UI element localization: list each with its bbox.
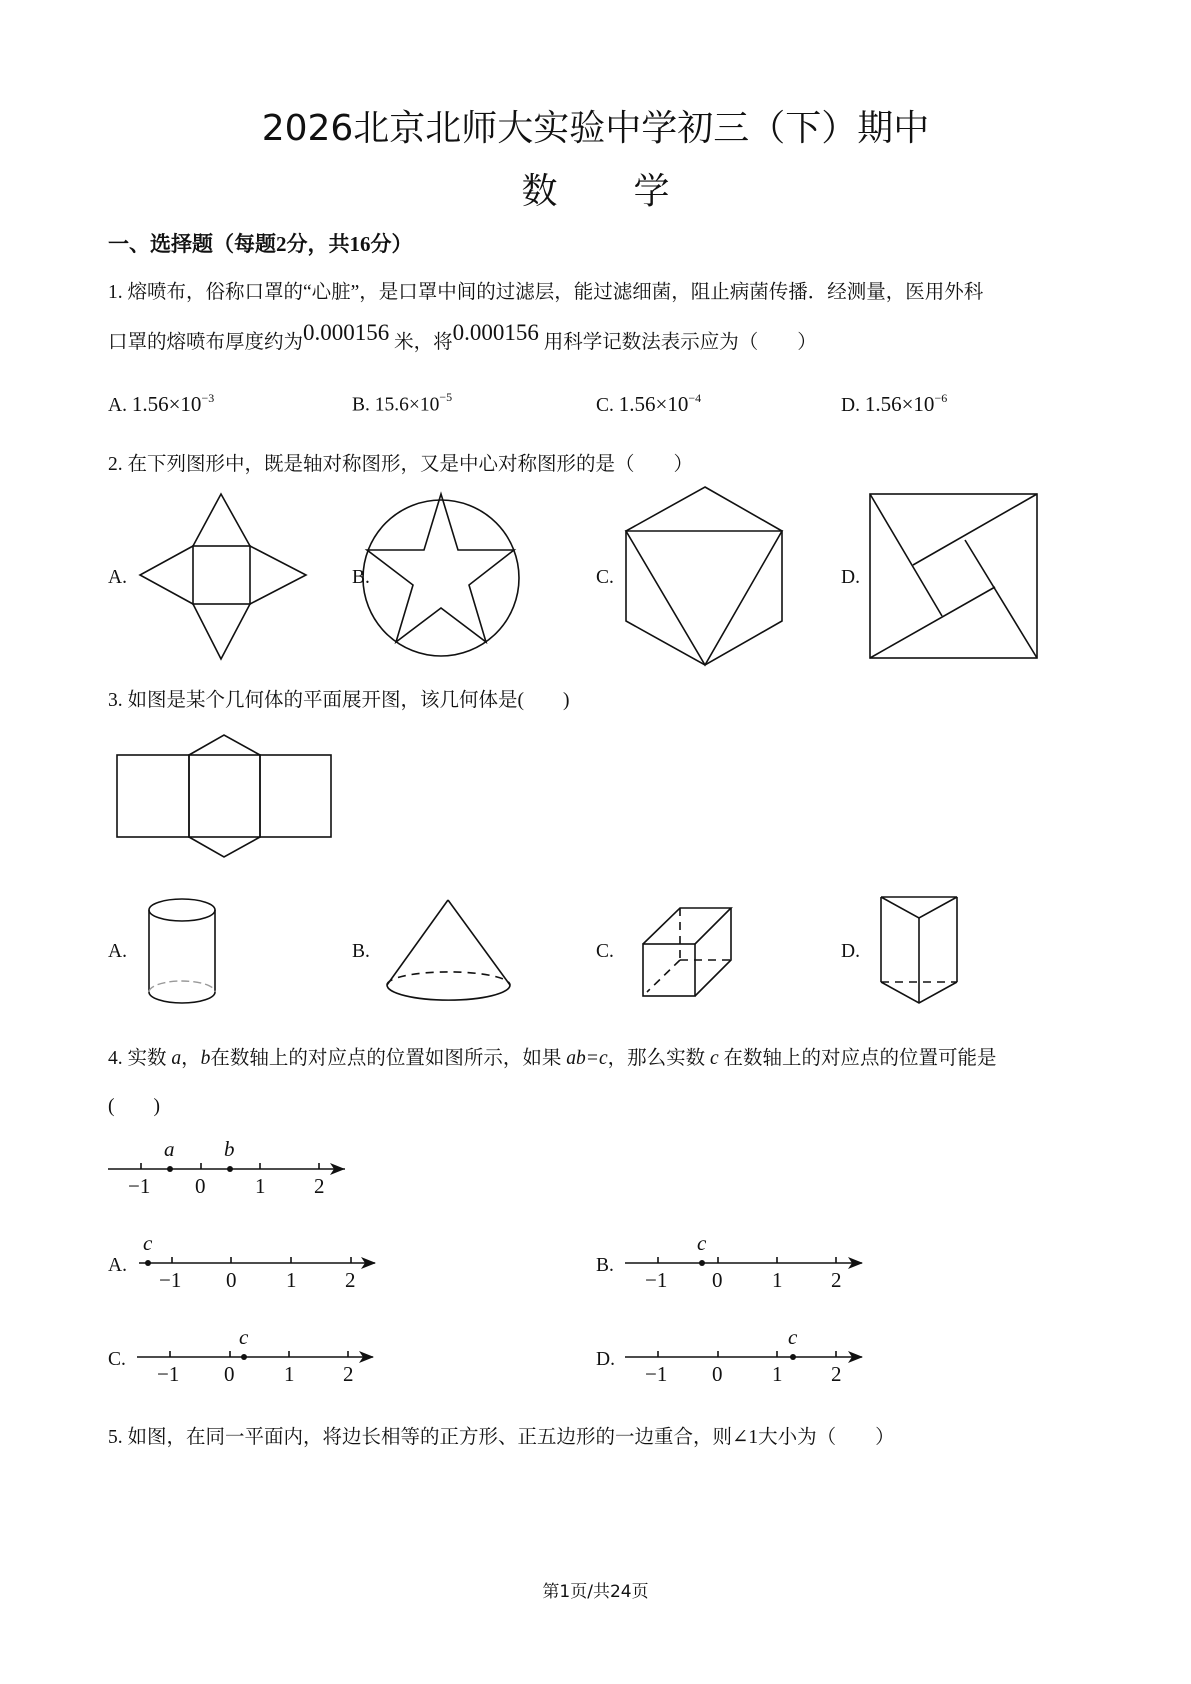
svg-text:−1: −1 (128, 1174, 151, 1198)
svg-text:1: 1 (284, 1362, 295, 1386)
svg-text:2: 2 (831, 1268, 842, 1292)
q2-option-d-label[interactable]: D. (841, 567, 860, 588)
svg-text:0: 0 (226, 1268, 237, 1292)
value-number: 0.000156 (303, 320, 390, 345)
exponent: −3 (201, 390, 215, 405)
question-2-number: 2. (108, 454, 123, 475)
mantissa: 15.6 (374, 394, 409, 416)
q4-text-mid: 在数轴上的对应点的位置如图所示，如果 (210, 1048, 562, 1069)
question-2-text: 在下列图形中，既是轴对称图形，又是中心对称图形的是（ ） (127, 454, 694, 475)
svg-text:1: 1 (255, 1174, 266, 1198)
q4-option-a-label[interactable]: A. (108, 1255, 127, 1276)
svg-text:2: 2 (314, 1174, 325, 1198)
q2-option-b-label[interactable]: B. (352, 567, 370, 588)
option-label: B. (352, 394, 370, 416)
q3-option-c-label[interactable]: C. (596, 941, 614, 962)
angle-symbol: ∠1 (732, 1427, 759, 1448)
times-ten: ×10 (408, 394, 440, 416)
point-b-label: b (224, 1137, 235, 1161)
question-1-text-c: 用科学记数法表示应为（ ） (543, 332, 817, 353)
subject-char-2: 学 (633, 171, 670, 212)
svg-text:2: 2 (345, 1268, 356, 1292)
svg-text:0: 0 (712, 1362, 723, 1386)
svg-text:0: 0 (712, 1268, 723, 1292)
question-4-number: 4. (108, 1048, 123, 1069)
times-ten: ×10 (655, 392, 689, 416)
exponent: −6 (934, 390, 948, 405)
svg-text:1: 1 (772, 1268, 783, 1292)
question-3-text: 如图是某个几何体的平面展开图，该几何体是( ) (127, 690, 570, 711)
q2-option-a-label[interactable]: A. (108, 567, 127, 588)
option-label: D. (841, 395, 860, 416)
exponent: −5 (439, 390, 453, 404)
q4-text-mid2: ，那么实数 (607, 1048, 706, 1069)
point-a-label: a (164, 1137, 175, 1161)
q2-option-c-label[interactable]: C. (596, 567, 614, 588)
exam-title: 2026北京北师大实验中学初三（下）期中 (261, 108, 930, 149)
svg-text:1: 1 (772, 1362, 783, 1386)
svg-text:1: 1 (286, 1268, 297, 1292)
svg-text:c: c (239, 1325, 249, 1349)
q4-option-c-label[interactable]: C. (108, 1349, 126, 1370)
q3-option-d-label[interactable]: D. (841, 941, 860, 962)
mantissa: 1.56 (131, 392, 169, 416)
times-ten: ×10 (168, 392, 202, 416)
question-1-text-a: 口罩的熔喷布厚度约为 (108, 332, 304, 353)
question-4-paren: ( ) (108, 1096, 160, 1117)
page-number: 第1页/共24页 (542, 1582, 649, 1602)
svg-text:−1: −1 (645, 1362, 668, 1386)
subject-char-1: 数 (521, 171, 558, 212)
svg-text:−1: −1 (157, 1362, 180, 1386)
question-5-number: 5. (108, 1427, 123, 1448)
q4-text-post: 在数轴上的对应点的位置可能是 (723, 1048, 997, 1069)
question-5-text-b: 大小为（ ） (758, 1427, 895, 1448)
question-1-text-b: 米，将 (394, 332, 453, 353)
var-c: c (710, 1048, 719, 1069)
value-number: 0.000156 (452, 320, 539, 345)
exponent: −4 (688, 390, 702, 405)
svg-text:c: c (788, 1325, 798, 1349)
svg-text:−1: −1 (645, 1268, 668, 1292)
section-title: 一、选择题（每题2分，共16分） (108, 232, 413, 256)
svg-text:c: c (143, 1231, 153, 1255)
q3-option-a-label[interactable]: A. (108, 941, 127, 962)
q4-text: 实数 (127, 1048, 167, 1069)
question-5 (108, 1421, 895, 1449)
svg-text:−1: −1 (159, 1268, 182, 1292)
svg-text:c: c (697, 1231, 707, 1255)
mantissa: 1.56 (864, 392, 902, 416)
equation: ab=c (566, 1048, 608, 1069)
q4-sep: ， (181, 1048, 201, 1069)
svg-text:0: 0 (224, 1362, 235, 1386)
var-a: a (171, 1048, 182, 1069)
var-b: b (200, 1048, 211, 1069)
option-label: A. (108, 395, 127, 416)
question-1-number: 1. (108, 282, 123, 303)
question-5-text-a: 如图，在同一平面内，将边长相等的正方形、正五边形的一边重合，则 (127, 1427, 733, 1448)
mantissa: 1.56 (618, 392, 656, 416)
question-3-number: 3. (108, 690, 123, 711)
question-1-text: 熔喷布，俗称口罩的“心脏”，是口罩中间的过滤层，能过滤细菌，阻止病菌传播．经测量，医用外科 (127, 282, 984, 303)
svg-text:2: 2 (343, 1362, 354, 1386)
q4-option-b-label[interactable]: B. (596, 1255, 614, 1276)
svg-text:2: 2 (831, 1362, 842, 1386)
times-ten: ×10 (901, 392, 935, 416)
svg-text:0: 0 (195, 1174, 206, 1198)
q4-option-d-label[interactable]: D. (596, 1349, 615, 1370)
option-label: C. (596, 395, 614, 416)
q3-option-b-label[interactable]: B. (352, 941, 370, 962)
